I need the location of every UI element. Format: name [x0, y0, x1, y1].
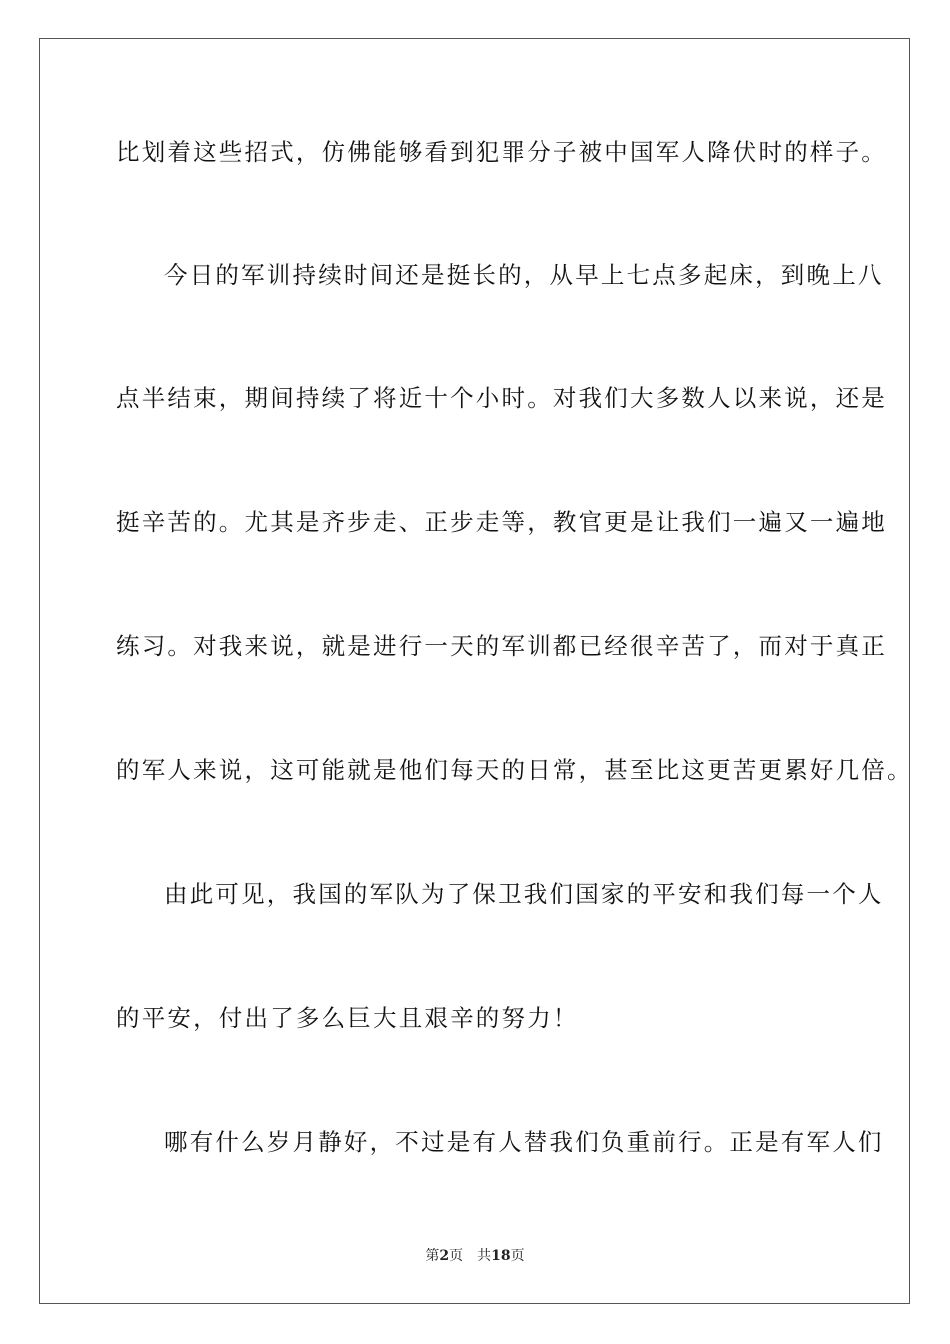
- page-prefix: 第: [425, 1248, 440, 1264]
- page-footer: [0, 1247, 950, 1265]
- text-line-8: 的平安，付出了多么巨大且艰辛的努力！: [116, 1004, 579, 1032]
- total-prefix: 共: [477, 1248, 492, 1264]
- page-border: [39, 38, 913, 1304]
- text-line-7: 由此可见，我国的军队为了保卫我们国家的平安和我们每一个人: [164, 880, 884, 908]
- text-line-2: 今日的军训持续时间还是挺长的，从早上七点多起床，到晚上八: [164, 261, 884, 289]
- text-line-6: 的军人来说，这可能就是他们每天的日常，甚至比这更苦更累好几倍。: [116, 756, 913, 784]
- text-line-9: 哪有什么岁月静好，不过是有人替我们负重前行。正是有军人们: [164, 1128, 884, 1156]
- page-suffix: 页: [449, 1248, 464, 1264]
- text-line-3: 点半结束，期间持续了将近十个小时。对我们大多数人以来说，还是: [116, 384, 887, 412]
- text-line-1: 比划着这些招式，仿佛能够看到犯罪分子被中国军人降伏时的样子。: [116, 138, 887, 166]
- text-line-4: 挺辛苦的。尤其是齐步走、正步走等，教官更是让我们一遍又一遍地: [116, 508, 887, 536]
- page-number: 2: [439, 1248, 450, 1264]
- total-suffix: 页: [510, 1248, 525, 1264]
- total-pages: 18: [491, 1248, 511, 1264]
- text-line-5: 练习。对我来说，就是进行一天的军训都已经很辛苦了，而对于真正: [116, 632, 887, 660]
